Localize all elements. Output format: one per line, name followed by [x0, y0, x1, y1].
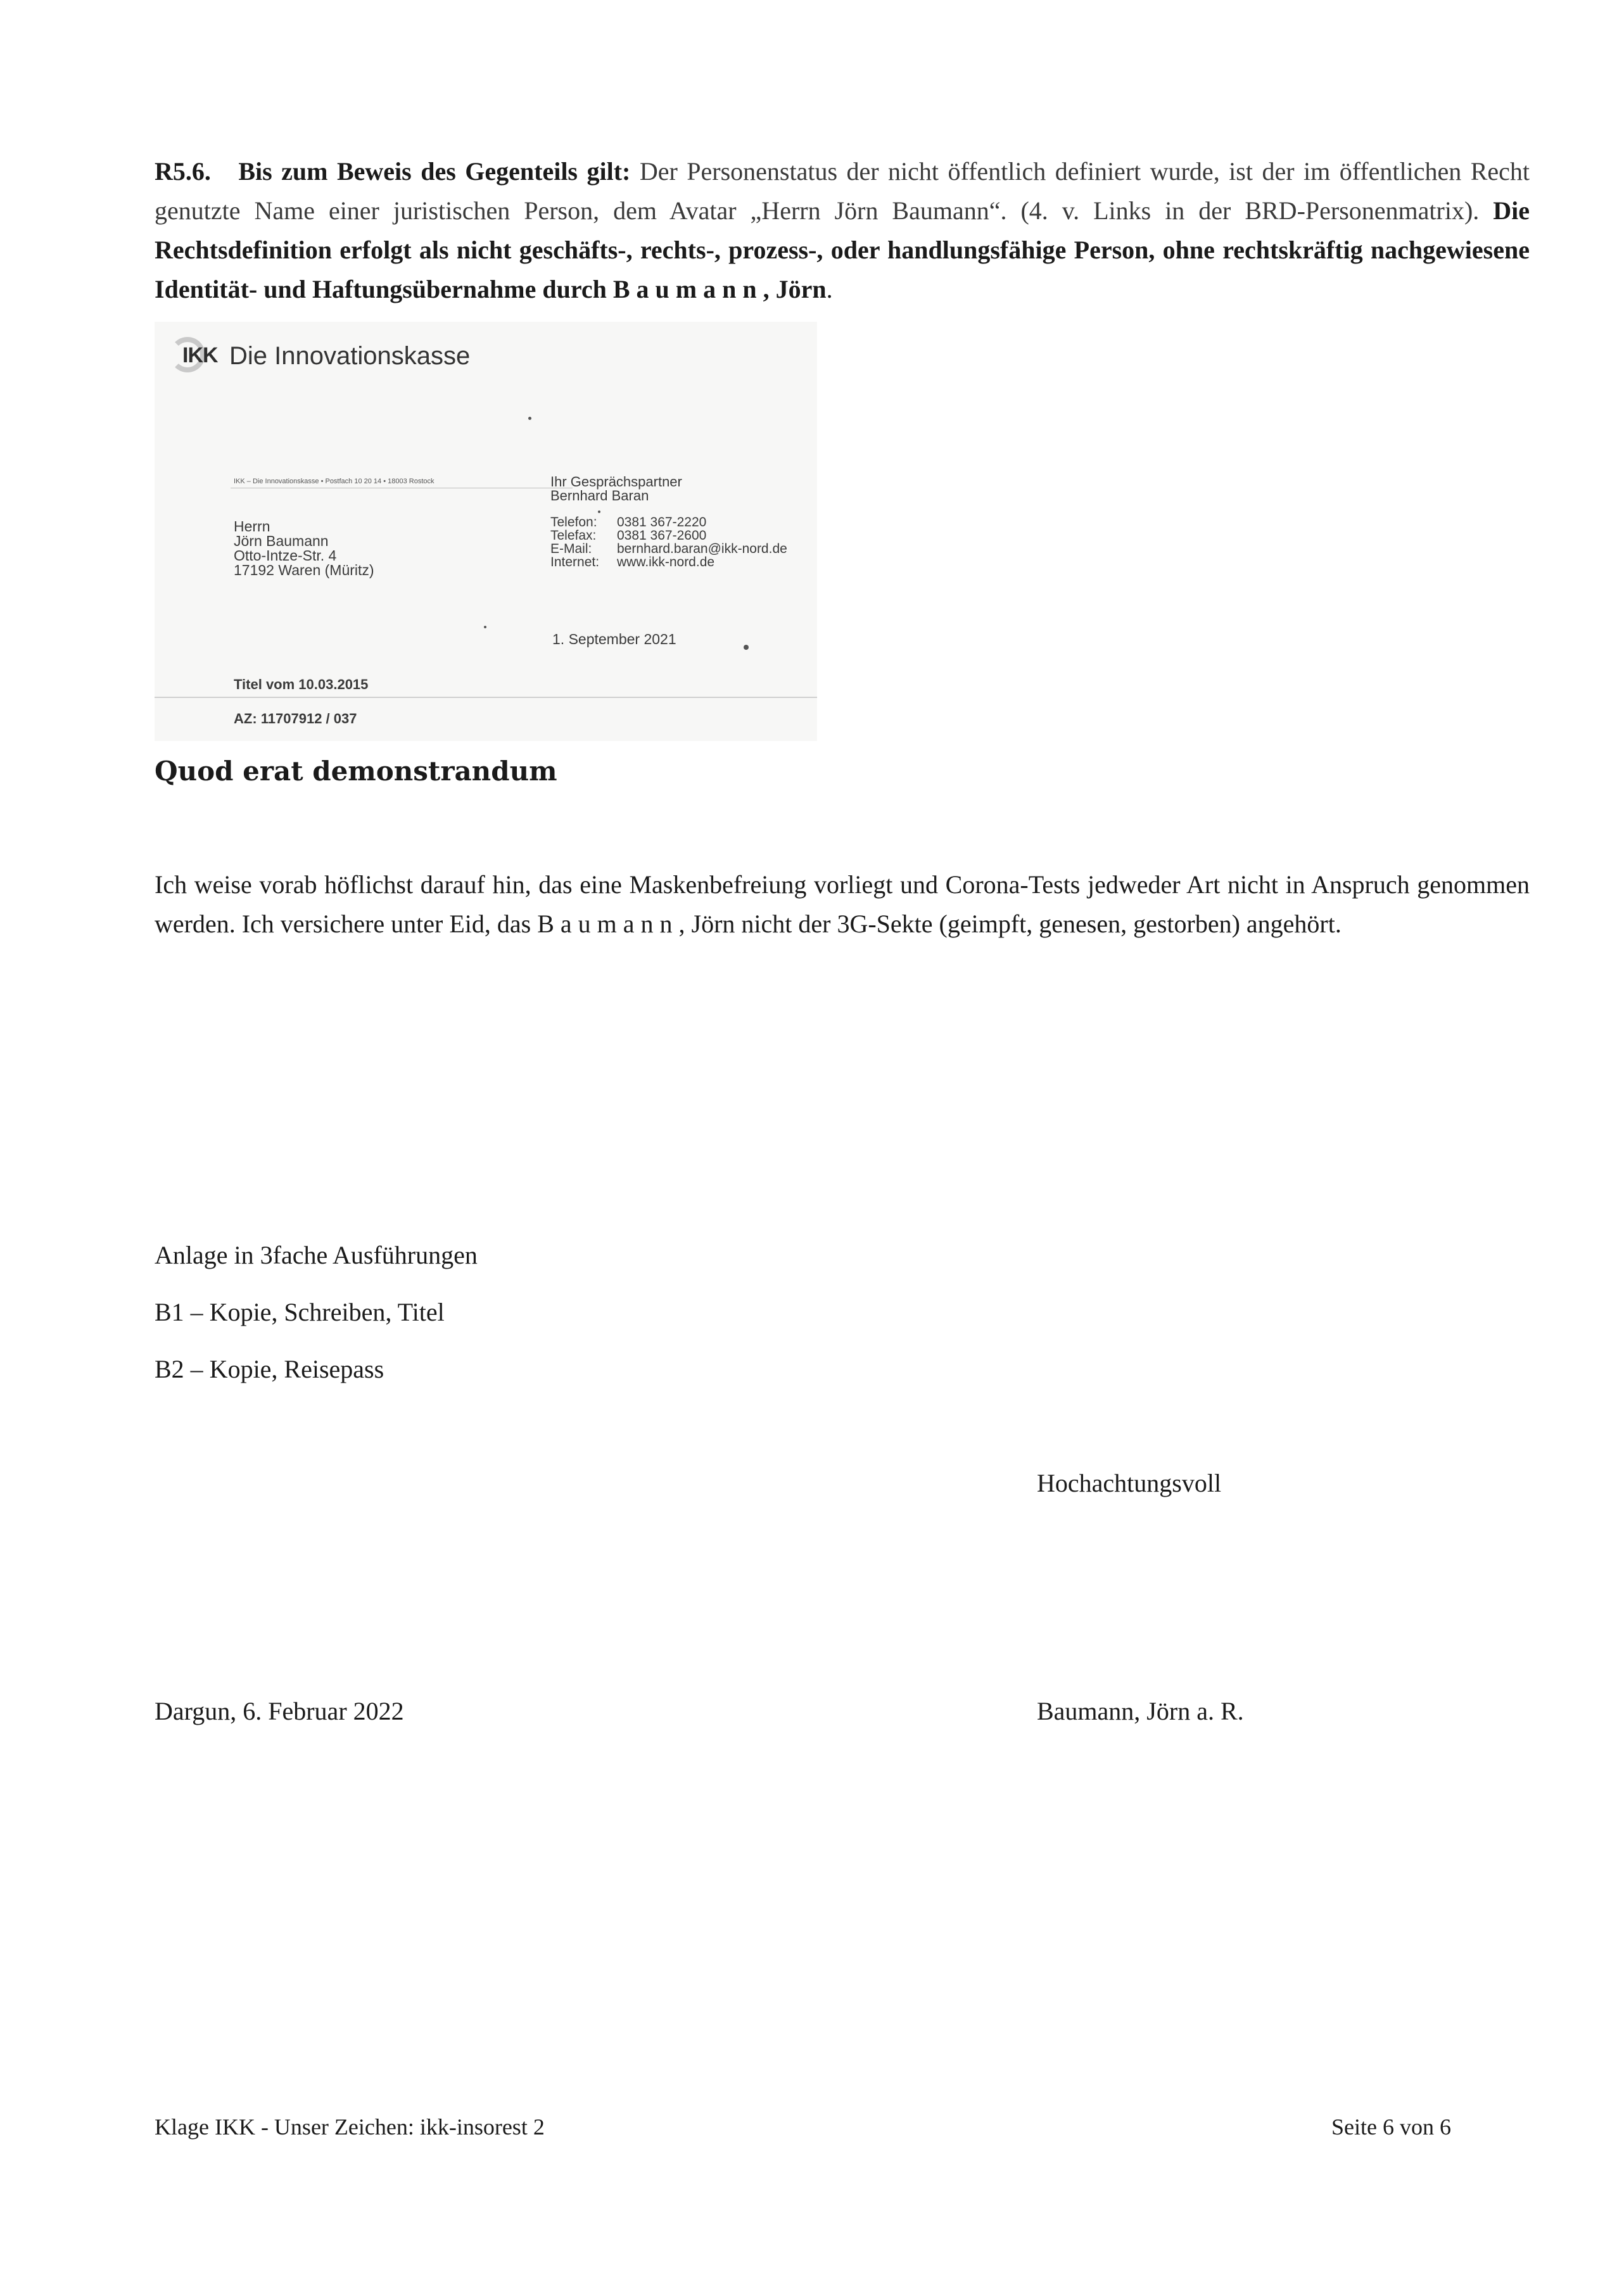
scan-rule: [155, 697, 817, 698]
contact-name: Bernhard Baran: [550, 488, 649, 504]
scan-speck: [744, 645, 749, 650]
spaced-name: Baumann: [612, 275, 763, 303]
recipient-line: Herrn: [234, 518, 270, 535]
recipient-address: [234, 519, 374, 578]
signature-name: Baumann, Jörn a. R.: [1037, 1697, 1244, 1725]
section-number: R5.6.: [155, 157, 211, 186]
contact-label: Ihr Gesprächspartner: [550, 474, 682, 490]
closing-salutation: Hochachtungsvoll: [1037, 1469, 1222, 1497]
brand-name: Die Innovationskasse: [229, 342, 471, 370]
contact-values: [617, 516, 787, 569]
spaced-name: Baumann: [537, 910, 679, 938]
field-label: E-Mail:: [550, 542, 592, 556]
scan-speck: [528, 417, 531, 420]
scan-speck: [484, 626, 486, 628]
notice-text: Ich weise vorab höflichst darauf hin, das eine Maskenbefreiung vorliegt und Corona-Tests jedweder Art nicht in Anspruch genommen werden. Ich versichere unter Eid, das: [155, 870, 1530, 938]
page-number: Seite 6 von 6: [1331, 2114, 1451, 2140]
lead-phrase: Bis zum Beweis des Gegenteils gilt:: [238, 157, 631, 186]
ikk-logo-text: IKK: [182, 343, 218, 367]
recipient-line: Jörn Baumann: [234, 533, 329, 549]
field-label: Telefax:: [550, 528, 597, 543]
scanned-letter-excerpt: [155, 322, 817, 741]
recipient-line: 17192 Waren (Müritz): [234, 562, 374, 578]
paragraph-text: Der Personenstatus der nicht öffentlich definiert wurde, ist der im öffentlichen Recht genutzte Name einer juristischen Person, dem Avatar „Herrn Jörn Baumann“. (4. v. Links in der BRD-Personenmatrix).: [155, 157, 1530, 225]
bold-definition: Die Rechtsdefinition erfolgt als nicht geschäfts-, rechts-, prozess-, oder handlungsfähige Person, ohne rechtskräftig nachgewiesene Identität- und Haftungsübernahme durch: [155, 196, 1530, 303]
qed-heading: Quod erat demonstrandum: [155, 756, 557, 787]
paragraph-r5-6: [155, 152, 1530, 309]
sentence-period: .: [826, 275, 833, 303]
letter-title-ref: Titel vom 10.03.2015: [234, 676, 369, 692]
field-value: www.ikk-nord.de: [617, 555, 715, 569]
footer-reference: Klage IKK - Unser Zeichen: ikk-insorest 2: [155, 2114, 545, 2140]
contact-labels: [550, 516, 599, 569]
field-value: 0381 367-2600: [617, 528, 707, 543]
sender-line: IKK – Die Innovationskasse • Postfach 10 20 14 • 18003 Rostock: [234, 478, 435, 485]
field-value: bernhard.baran@ikk-nord.de: [617, 542, 787, 556]
attachments-title: Anlage in 3fache Ausführungen: [155, 1241, 478, 1269]
letter-date: 1. September 2021: [552, 631, 676, 647]
attachment-item: B1 – Kopie, Schreiben, Titel: [155, 1298, 445, 1326]
letter-az-ref: AZ: 11707912 / 037: [234, 711, 357, 726]
field-value: 0381 367-2220: [617, 515, 707, 530]
field-label: Internet:: [550, 555, 600, 569]
field-label: Telefon:: [550, 515, 597, 530]
recipient-line: Otto-Intze-Str. 4: [234, 547, 337, 564]
scan-speck: [598, 511, 600, 513]
notice-text-end: , Jörn nicht der 3G-Sekte (geimpft, genesen, gestorben) angehört.: [678, 910, 1342, 938]
paragraph-mask-notice: [155, 865, 1530, 944]
name-suffix: , Jörn: [763, 275, 827, 303]
place-date: Dargun, 6. Februar 2022: [155, 1697, 404, 1725]
attachment-item: B2 – Kopie, Reisepass: [155, 1355, 384, 1383]
